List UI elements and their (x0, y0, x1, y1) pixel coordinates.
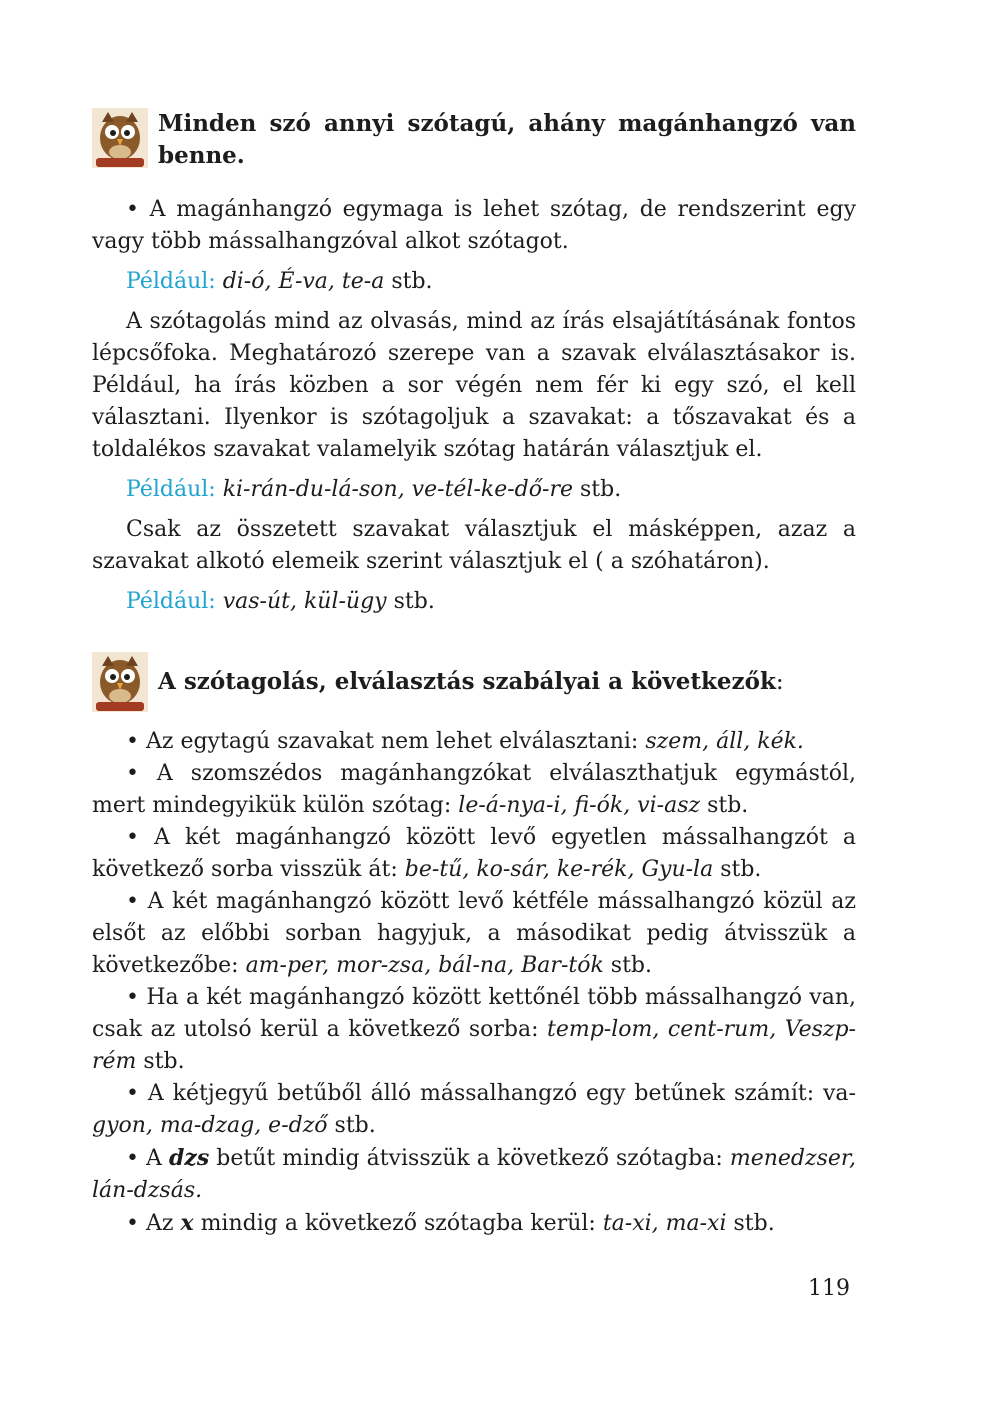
bullet-suffix: stb. (726, 1211, 775, 1236)
example-line-2 (92, 474, 856, 506)
bullet-suffix: stb. (136, 1049, 185, 1074)
bullet-example: szem, áll, kék. (645, 729, 804, 754)
bullet-text: • A két magánhangzó között levő kétféle mássalhangzó közül az elsőt az előbbi sorban hagyjuk, a másodikat pedig átvisszük a következőbe: (92, 889, 856, 978)
example-suffix: stb. (572, 477, 622, 502)
paragraph-2: A szótagolás mind az olvasás, mind az írás elsajátításának fontos lépcsőfoka. Meghatározó szerepe van a szavak elválasztásakor is. Például, ha írás közben a sor végén nem fér ki egy szó, el kell választani. Ilyenkor is szótagoljuk a szavakat: a tőszavakat és a toldalékos szavakat valamelyik szótag határán választjuk el. (92, 309, 856, 462)
rule-box-syllables (92, 108, 856, 172)
bullet-text: • A szomszédos magánhangzókat elválaszthatjuk egymástól, mert mindegyikük külön szótag: (92, 761, 856, 818)
bullet-example: ta-xi, ma-xi (602, 1211, 727, 1236)
example-line-3 (92, 586, 856, 618)
page-number: 119 (808, 1276, 850, 1301)
rule-text: Minden szó annyi szótagú, ahány magánhangzó van benne. (158, 110, 856, 169)
bullet-1 (92, 726, 856, 758)
rule-box-hyphenation (92, 652, 856, 712)
rule-colon: : (775, 669, 784, 695)
paragraph-3: Csak az összetett szavakat választjuk el másképpen, azaz a szavakat alkotó elemeik szerint választjuk el ( a szóhatáron). (92, 517, 856, 574)
bullet-bold: x (180, 1210, 194, 1236)
bullet-text: • A két magánhangzó között levő egyetlen mássalhangzót a következő sorba visszük át: (92, 825, 856, 882)
bullet-text: mindig a következő szótagba kerül: (193, 1211, 603, 1236)
bullet-text: • Az egytagú szavakat nem lehet elválasztani: (126, 729, 646, 754)
bullet-2 (92, 758, 856, 822)
example-words: vas-út, kül-ügy (222, 589, 387, 614)
example-label: Például: (126, 589, 216, 614)
bullet-suffix: stb. (603, 953, 652, 978)
bullet-suffix: stb. (713, 857, 762, 882)
example-words: ki-rán-du-lá-son, ve-tél-ke-dő-re (222, 477, 573, 502)
rule-text (158, 666, 784, 698)
bullet-text: • A kétjegyű betűből álló mássalhangzó egy betűnek számít: va- (126, 1081, 856, 1106)
bullet-example: temp-lom, cent-rum, Veszp-rém (92, 1017, 856, 1074)
bullet-text: • Ha a két magánhangzó között kettőnél több mássalhangzó van, csak az utolsó kerül a következő sorba: (92, 985, 856, 1042)
bullet-example: gyon, ma-dzag, e-dző (92, 1113, 328, 1138)
bullet-example: am-per, mor-zsa, bál-na, Bar-tók (245, 953, 604, 978)
rule-heading: A szótagolás, elválasztás szabályai a következők (158, 668, 776, 695)
example-line-1 (92, 266, 856, 298)
bullet-5 (92, 982, 856, 1078)
bullet-7 (92, 1142, 856, 1207)
owl-icon (92, 652, 148, 712)
bullet-4 (92, 886, 856, 982)
bullet-example: le-á-nya-i, fi-ók, vi-asz (458, 793, 701, 818)
bullet-prefix: • Az (126, 1211, 181, 1236)
bullet-suffix: stb. (327, 1113, 376, 1138)
bullet-prefix: • A (126, 1146, 169, 1171)
bullet-suffix: stb. (700, 793, 749, 818)
bullet-3 (92, 822, 856, 886)
example-suffix: stb. (386, 589, 435, 614)
bullet-8 (92, 1207, 856, 1240)
owl-icon (92, 108, 148, 168)
bullet-6 (92, 1078, 856, 1142)
bullet-bold: dzs (168, 1145, 210, 1171)
bullet-example: be-tű, ko-sár, ke-rék, Gyu-la (404, 857, 714, 882)
bullet-example: menedzser, lán-dzsás. (92, 1146, 856, 1203)
bullet-text: betűt mindig átvisszük a következő szótagba: (209, 1146, 730, 1171)
page-content (92, 108, 856, 1240)
example-suffix: stb. (384, 269, 433, 294)
example-words: di-ó, É-va, te-a (222, 269, 385, 294)
example-label: Például: (126, 477, 216, 502)
example-label: Például: (126, 269, 216, 294)
paragraph-1: • A magánhangzó egymaga is lehet szótag, de rendszerint egy vagy több mássalhangzóval alkot szótagot. (92, 197, 856, 254)
